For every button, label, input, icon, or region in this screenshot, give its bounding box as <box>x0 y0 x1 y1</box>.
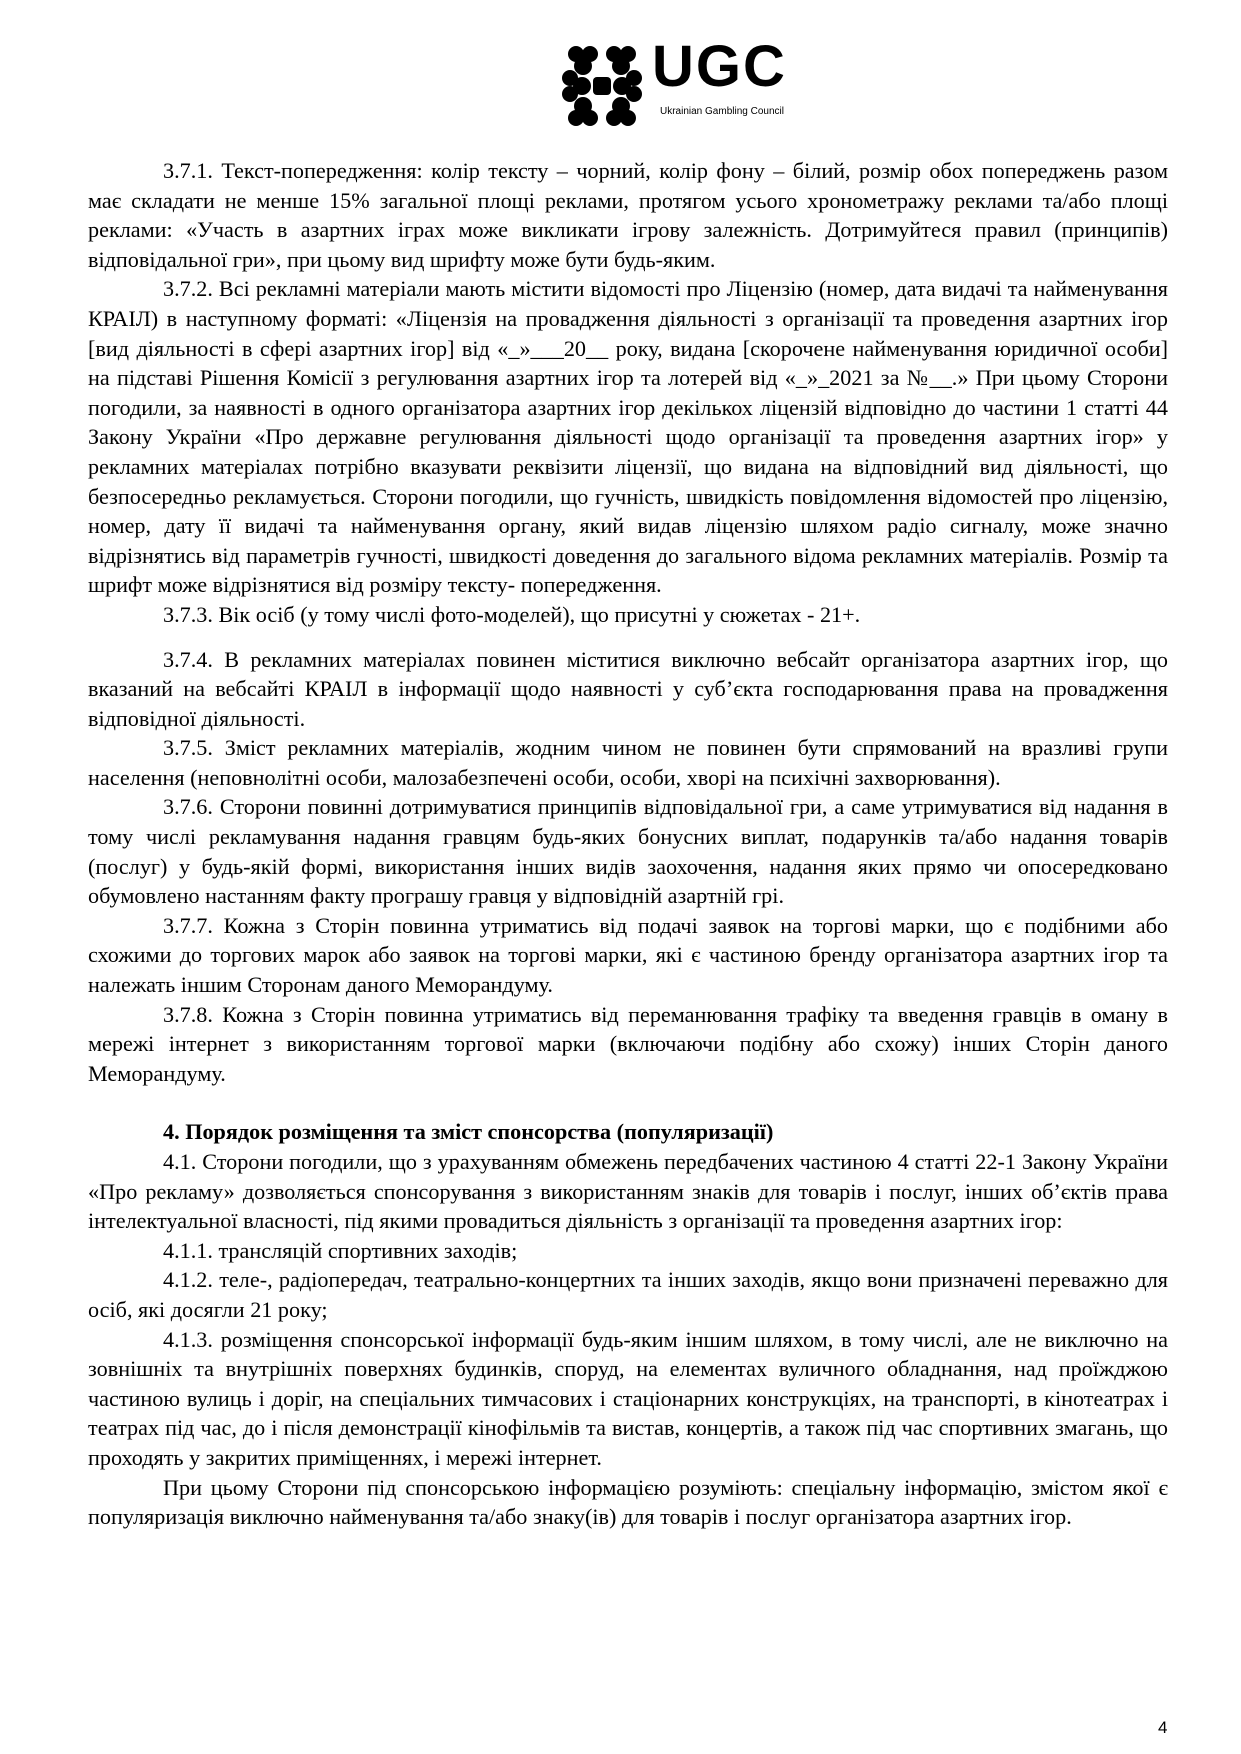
paragraph-4-1-3: 4.1.3. розміщення спонсорської інформації будь-яким іншим шляхом, в тому числі, але не виключно на зовнішніх та внутрішніх поверхнях будинків, споруд, на елементах вуличного обладнання, над проїжджою частиною вулиць і доріг, на спеціальних тимчасових і стаціонарних конструкціях, на транспорті, в кінотеатрах і театрах під час, до і після демонстрації кінофільмів та вистав, концертів, а також під час спортивних змагань, що проходять у закритих приміщеннях, і мережі інтернет. <box>88 1326 1168 1470</box>
section-heading-4: 4. Порядок розміщення та зміст спонсорства (популяризації) <box>163 1119 774 1145</box>
paragraph-3-7-6: 3.7.6. Сторони повинні дотримуватися принципів відповідальної гри, а саме утримуватися від надання в тому числі рекламування надання гравцям будь-яких бонусних виплат, подарунків та/або надання товарів (послуг) у будь-якій формі, використання інших видів заохочення, надання яких прямо чи опосередковано обумовлено настанням факту програшу гравця у відповідній азартній грі. <box>88 794 1168 909</box>
paragraph-4-1: 4.1. Сторони погодили, що з урахуванням обмежень передбачених частиною 4 статті 22-1 Закону України «Про рекламу» дозволяється спонсорування з використанням знаків для товарів і послуг, інших об’єктів права інтелектуальної власності, під якими провадиться діяльність з організації та проведення азартних ігор: <box>88 1149 1168 1234</box>
paragraph-3-7-2: 3.7.2. Всі рекламні матеріали мають містити відомості про Ліцензію (номер, дата видачі та найменування КРАІЛ) в наступному форматі: «Ліцензія на провадження діяльності з організації та проведення азартних ігор [вид діяльності в сфері азартних ігор] від «_»___20__ року, видана [скорочене найменування юридичної особи] на підставі Рішення Комісії з регулювання азартних ігор та лотерей від «_»_2021 за №__.» При цьому Сторони погодили, за наявності в одного організатора азартних ігор декількох ліцензій відповідно до частини 1 статті 44 Закону України «Про державне регулювання діяльності щодо організації та проведення азартних ігор» у рекламних матеріалах потрібно вказувати реквізити ліцензії, що видана на відповідний вид діяльності, що безпосередньо рекламується. Сторони погодили, що гучність, швидкість повідомлення відомостей про ліцензію, номер, дату її видачі та найменування органу, який видав ліцензію шляхом радіо сигналу, може значно відрізнятись від параметрів гучності, швидкості доведення до загального відома рекламних матеріалів. Розмір та шрифт може відрізнятися від розміру тексту- попередження. <box>88 276 1168 598</box>
paragraph-sponsor-info: При цьому Сторони під спонсорською інформацією розуміють: спеціальну інформацію, змістом якої є популяризація виключно найменування та/або знаку(ів) для товарів і послуг організатора азартних ігор. <box>88 1474 1168 1530</box>
paragraph-3-7-4: 3.7.4. В рекламних матеріалах повинен міститися виключно вебсайт організатора азартних ігор, що вказаний на вебсайті КРАІЛ в інформації щодо наявності у суб’єкта господарювання права на провадження відповідної діяльності. <box>88 646 1168 731</box>
clover-icon <box>560 44 644 128</box>
paragraph-3-7-8: 3.7.8. Кожна з Сторін повинна утриматись від переманювання трафіку та введення гравців в оману в мережі інтернет з використанням торгової марки (включаючи подібну або схожу) інших Сторін даного Меморандуму. <box>88 1001 1168 1086</box>
logo-tagline: Ukrainian Gambling Council <box>660 106 784 117</box>
paragraph-4-1-1: 4.1.1. трансляцій спортивних заходів; <box>163 1237 518 1263</box>
page-number: 4 <box>1158 1718 1168 1737</box>
paragraph-3-7-7: 3.7.7. Кожна з Сторін повинна утриматись від подачі заявок на торгові марки, що є подібними або схожими до торгових марок або заявок на торгові марки, які є частиною бренду організатора азартних ігор та належать іншим Сторонам даного Меморандуму. <box>88 912 1168 998</box>
paragraph-3-7-3: 3.7.3. Вік осіб (у тому числі фото-моделей), що присутні у сюжетах - 21+. <box>163 601 861 627</box>
paragraph-4-1-2: 4.1.2. теле-, радіопередач, театрально-концертних та інших заходів, якщо вони призначені переважно для осіб, які досягли 21 року; <box>88 1267 1168 1322</box>
ugc-logo <box>560 34 800 124</box>
document-body <box>88 156 1168 1532</box>
paragraph-3-7-5: 3.7.5. Зміст рекламних матеріалів, жодним чином не повинен бути спрямований на вразливі групи населення (неповнолітні особи, малозабезпечені особи, особи, хворі на психічні захворювання). <box>88 735 1168 790</box>
logo-brand-text: UGC <box>652 34 787 99</box>
paragraph-3-7-1: 3.7.1. Текст-попередження: колір тексту – чорний, колір фону – білий, розмір обох попереджень разом має складати не менше 15% загальної площі реклами, протягом усього хронометражу реклами та/або площі реклами: «Участь в азартних іграх може викликати ігрову залежність. Дотримуйтеся правил (принципів) відповідальної гри», при цьому вид шрифту може бути будь-яким. <box>88 158 1168 272</box>
